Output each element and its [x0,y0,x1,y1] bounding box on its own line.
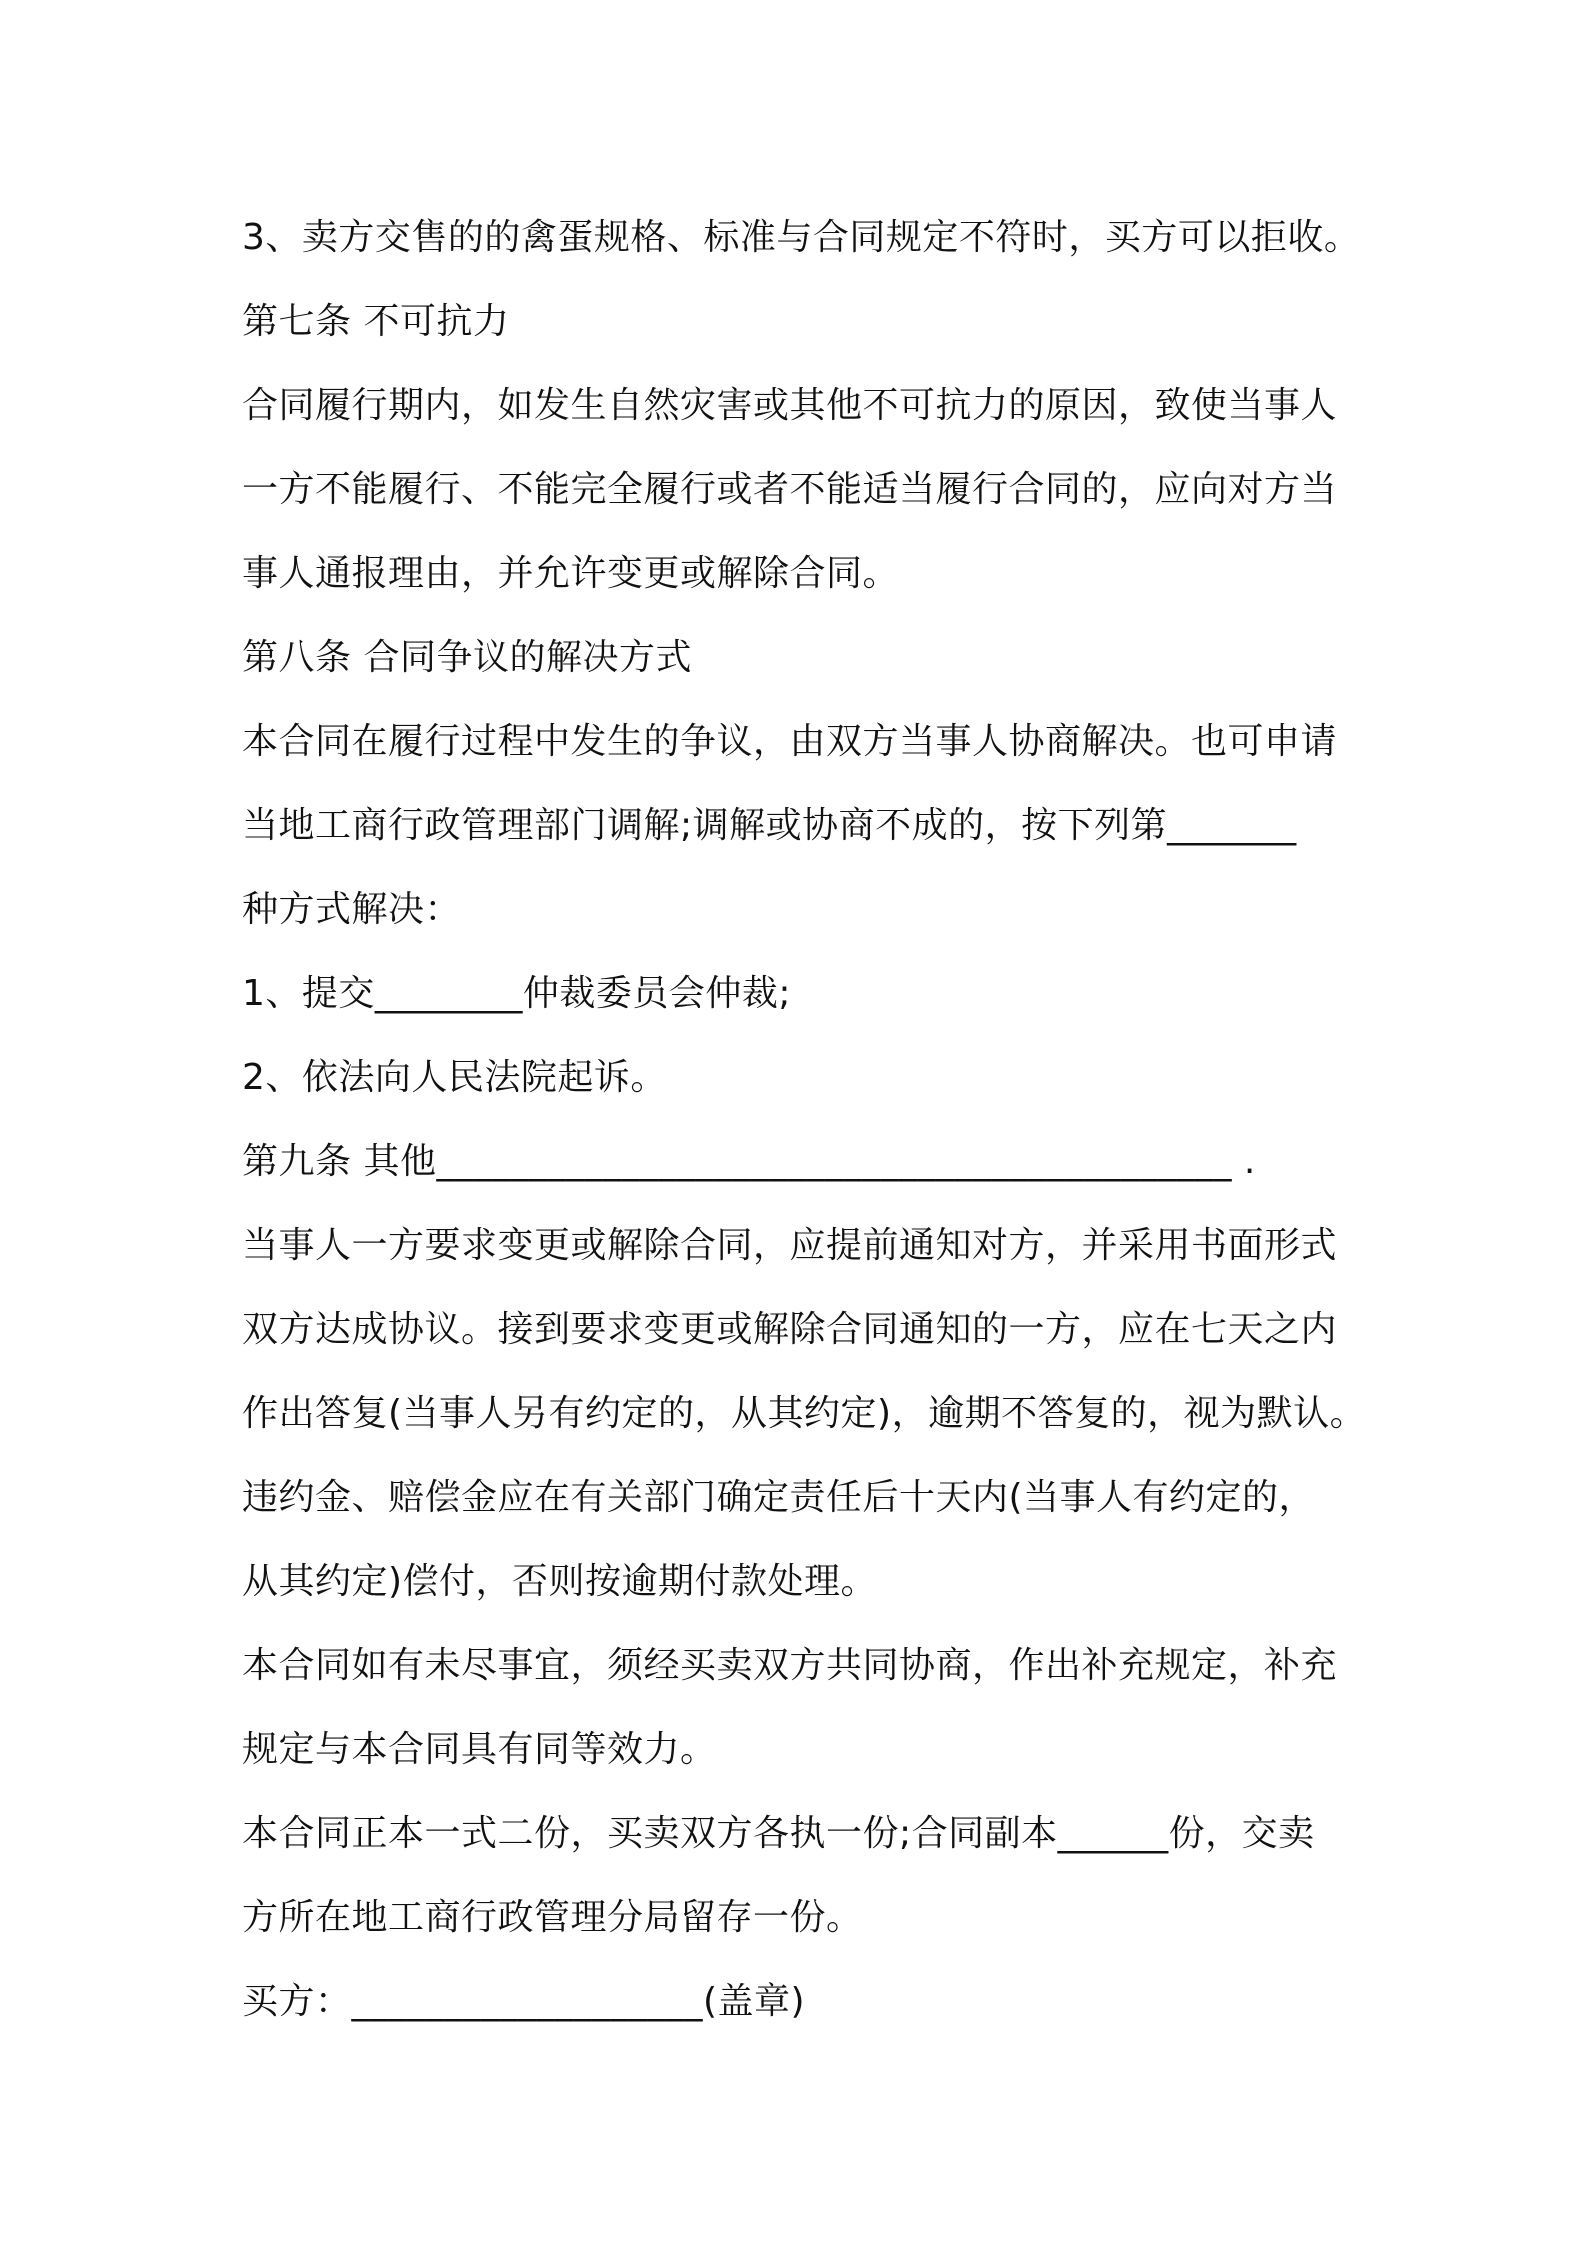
copies-text-line-2: 方所在地工商行政管理分局留存一份。 [242,1897,863,1938]
supplement-text-line-1: 本合同如有未尽事宜，须经买卖双方共同协商，作出补充规定，补充 [242,1645,1338,1686]
article-8-text-line-2: 当地工商行政管理部门调解;调解或协商不成的，按下列第_______ [242,805,1297,846]
article-8-option-2: 2、依法向人民法院起诉。 [242,1057,667,1098]
article-9-text-line-3: 作出答复(当事人另有约定的，从其约定)，逾期不答复的，视为默认。 [242,1393,1367,1434]
copies-text-line-1: 本合同正本一式二份，买卖双方各执一份;合同副本______份，交卖 [242,1813,1315,1854]
penalty-text-line-1: 违约金、赔偿金应在有关部门确定责任后十天内(当事人有约定的， [242,1477,1316,1518]
article-7-text-line-3: 事人通报理由，并允许变更或解除合同。 [242,553,900,594]
article-7-text-line-1: 合同履行期内，如发生自然灾害或其他不可抗力的原因，致使当事人 [242,385,1338,426]
document-body [242,196,1382,2044]
article-9-heading: 第九条 其他___________________________________________ . [242,1141,1256,1182]
article-8-text-line-1: 本合同在履行过程中发生的争议，由双方当事人协商解决。也可申请 [242,721,1338,762]
article-7-heading: 第七条 不可抗力 [242,301,510,342]
clause-6-item-3-line: 3、卖方交售的的禽蛋规格、标准与合同规定不符时，买方可以拒收。 [242,217,1361,258]
article-9-text-line-2: 双方达成协议。接到要求变更或解除合同通知的一方，应在七天之内 [242,1309,1338,1350]
supplement-text-line-2: 规定与本合同具有同等效力。 [242,1729,717,1770]
buyer-signature-line: 买方：___________________(盖章) [242,1981,806,2022]
article-8-heading: 第八条 合同争议的解决方式 [242,637,692,678]
article-7-text-line-2: 一方不能履行、不能完全履行或者不能适当履行合同的，应向对方当 [242,469,1338,510]
article-8-text-line-3: 种方式解决： [242,889,462,930]
article-9-text-line-1: 当事人一方要求变更或解除合同，应提前通知对方，并采用书面形式 [242,1225,1338,1266]
penalty-text-line-2: 从其约定)偿付，否则按逾期付款处理。 [242,1561,878,1602]
article-8-option-1: 1、提交________仲裁委员会仲裁; [242,973,792,1014]
